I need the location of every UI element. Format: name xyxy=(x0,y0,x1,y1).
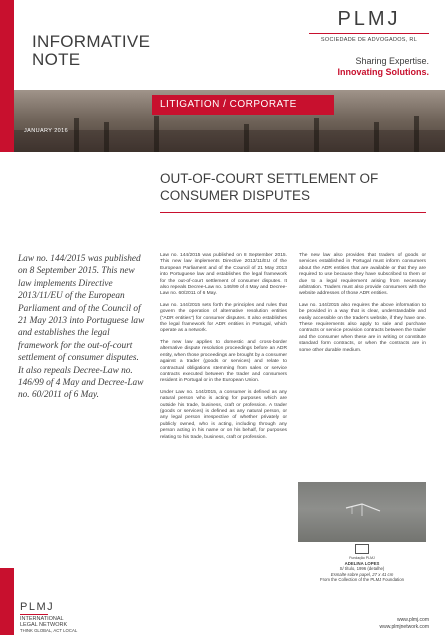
hero-figure xyxy=(374,122,379,152)
top-red-bar xyxy=(0,0,14,152)
artwork-image xyxy=(298,482,426,542)
paragraph: Law no. 144/2015 also requires the above information to be provided in a way that is clear, understandable and easily accessible on the trader's website, if they have one. These requirements also apply to sale and purchase contracts or service provision contracts between the trader and the consumer when these are in writing or constitute standard form contracts, or when the contracts are in some other durable medium. xyxy=(299,302,426,353)
section-banner xyxy=(152,95,334,115)
slogan-line-1: Sharing Expertise. xyxy=(355,56,429,66)
artwork-details: Esmalte sobre papel, 27 x 41 cm xyxy=(330,571,394,577)
paragraph: Under Law no. 144/2015, a consumer is defined as any natural person who is acting for purposes which are outside his trade, business, craft or profession. A trader (goods or services) is defined as any natural person, or any legal person irrespective of whether privately or publicly owned, who is acting, including through any person acting in his name or on his behalf, for purposes relating to his trade, business, craft or profession. xyxy=(160,389,287,440)
heading-line-2: NOTE xyxy=(32,50,81,69)
collection-mark: Fundação PLMJ xyxy=(349,556,375,560)
artwork-title: S/ título, 1996 (detalhe) xyxy=(339,566,385,572)
section-label: LITIGATION / CORPORATE xyxy=(160,99,297,110)
brand-name: PLMJ xyxy=(337,8,401,30)
body-column-2 xyxy=(299,253,426,359)
article-title: OUT-OF-COURT SETTLEMENT OF CONSUMER DISPUTES xyxy=(160,171,379,203)
bottom-red-bar xyxy=(0,568,14,635)
artwork-caption xyxy=(298,556,426,582)
title-rule xyxy=(160,212,426,213)
website-link[interactable]: www.plmj.com xyxy=(397,617,429,623)
heading-line-1: INFORMATIVE xyxy=(32,32,151,51)
footer-logo-name: PLMJ xyxy=(20,601,55,613)
hero-figure xyxy=(104,122,109,152)
hero-figure xyxy=(414,116,419,152)
plmj-brand-logo xyxy=(309,8,429,43)
foundation-logo-icon xyxy=(355,544,369,554)
body-column-1 xyxy=(160,253,287,446)
paper-boat-illustration xyxy=(344,502,384,518)
footer-logo-line-2: LEGAL NETWORK xyxy=(20,622,68,628)
informative-note-heading xyxy=(32,33,150,69)
slogan-line-2: Innovating Solutions. xyxy=(337,67,429,77)
footer-logo-line-1: INTERNATIONAL xyxy=(20,616,64,622)
brand-rule xyxy=(309,33,429,34)
footer-tagline: THINK GLOBAL, ACT LOCAL xyxy=(20,628,78,633)
slogan xyxy=(338,56,430,78)
artwork-credit: From the Collection of the PLMJ Foundation xyxy=(319,576,405,582)
footer-urls xyxy=(380,617,429,631)
paragraph: The new law applies to domestic and cross-border alternative dispute resolution proceedings before an ADR entity, when those proceedings are brought by a consumer against a trader (goods or services) and relate to contractual obligations stemming from sales or service contracts executed between the trader and consumers resident in Portugal or in the European Union. xyxy=(160,339,287,384)
network-website-link[interactable]: www.plmjnetwork.com xyxy=(379,623,429,630)
paragraph: Law no. 144/2015 was published on 8 September 2015. This new law implements Directive 2013/11/EU of the European Parliament and of the Council of 21 May 2013 into Portuguese law and establishes the legal framework for the out-of-court settlement of consumer disputes. It also repeals Decree-Law no. 146/99 of 4 May and Decree-Law no. 60/2011 of 6 May. xyxy=(160,253,287,297)
plmj-international-logo xyxy=(20,602,100,633)
footer-logo-rule xyxy=(20,614,48,615)
brand-subtitle: SOCIEDADE DE ADVOGADOS, RL xyxy=(320,37,418,43)
publication-date: JANUARY 2016 xyxy=(24,128,69,134)
lead-summary: Law no. 144/2015 was published on 8 September 2015. This new law implements Directive 2013/11/EU of the European Parliament and of the Council of 21 May 2013 into Portuguese law and establishes the legal framework for the out-of-court settlement of consumer disputes. It also repeals Decree-Law no. 146/99 of 4 May and Decree-Law no. 60/2011 of 6 May. xyxy=(18,254,145,401)
hero-figure xyxy=(74,118,79,152)
hero-figure xyxy=(244,124,249,152)
hero-figure xyxy=(154,116,159,152)
hero-figure xyxy=(314,118,319,152)
paragraph: Law no. 144/2015 sets forth the principles and rules that govern the operation of alternative resolution entities ("ADR entities") for consumer disputes. It also establishes the legal framework for ADR entities in Portugal, which operate as a network. xyxy=(160,302,287,334)
paragraph: The new law also provides that traders of goods or services established in Portugal must inform consumers about the ADR entities that are available or that they are required to use because they have subscribed to them or due to a legal requirement arising from necessary arbitration. Traders must also provide consumers with the website addresses of those ADR entities. xyxy=(299,253,426,297)
artist-name: ADELINA LOPES xyxy=(344,561,380,567)
